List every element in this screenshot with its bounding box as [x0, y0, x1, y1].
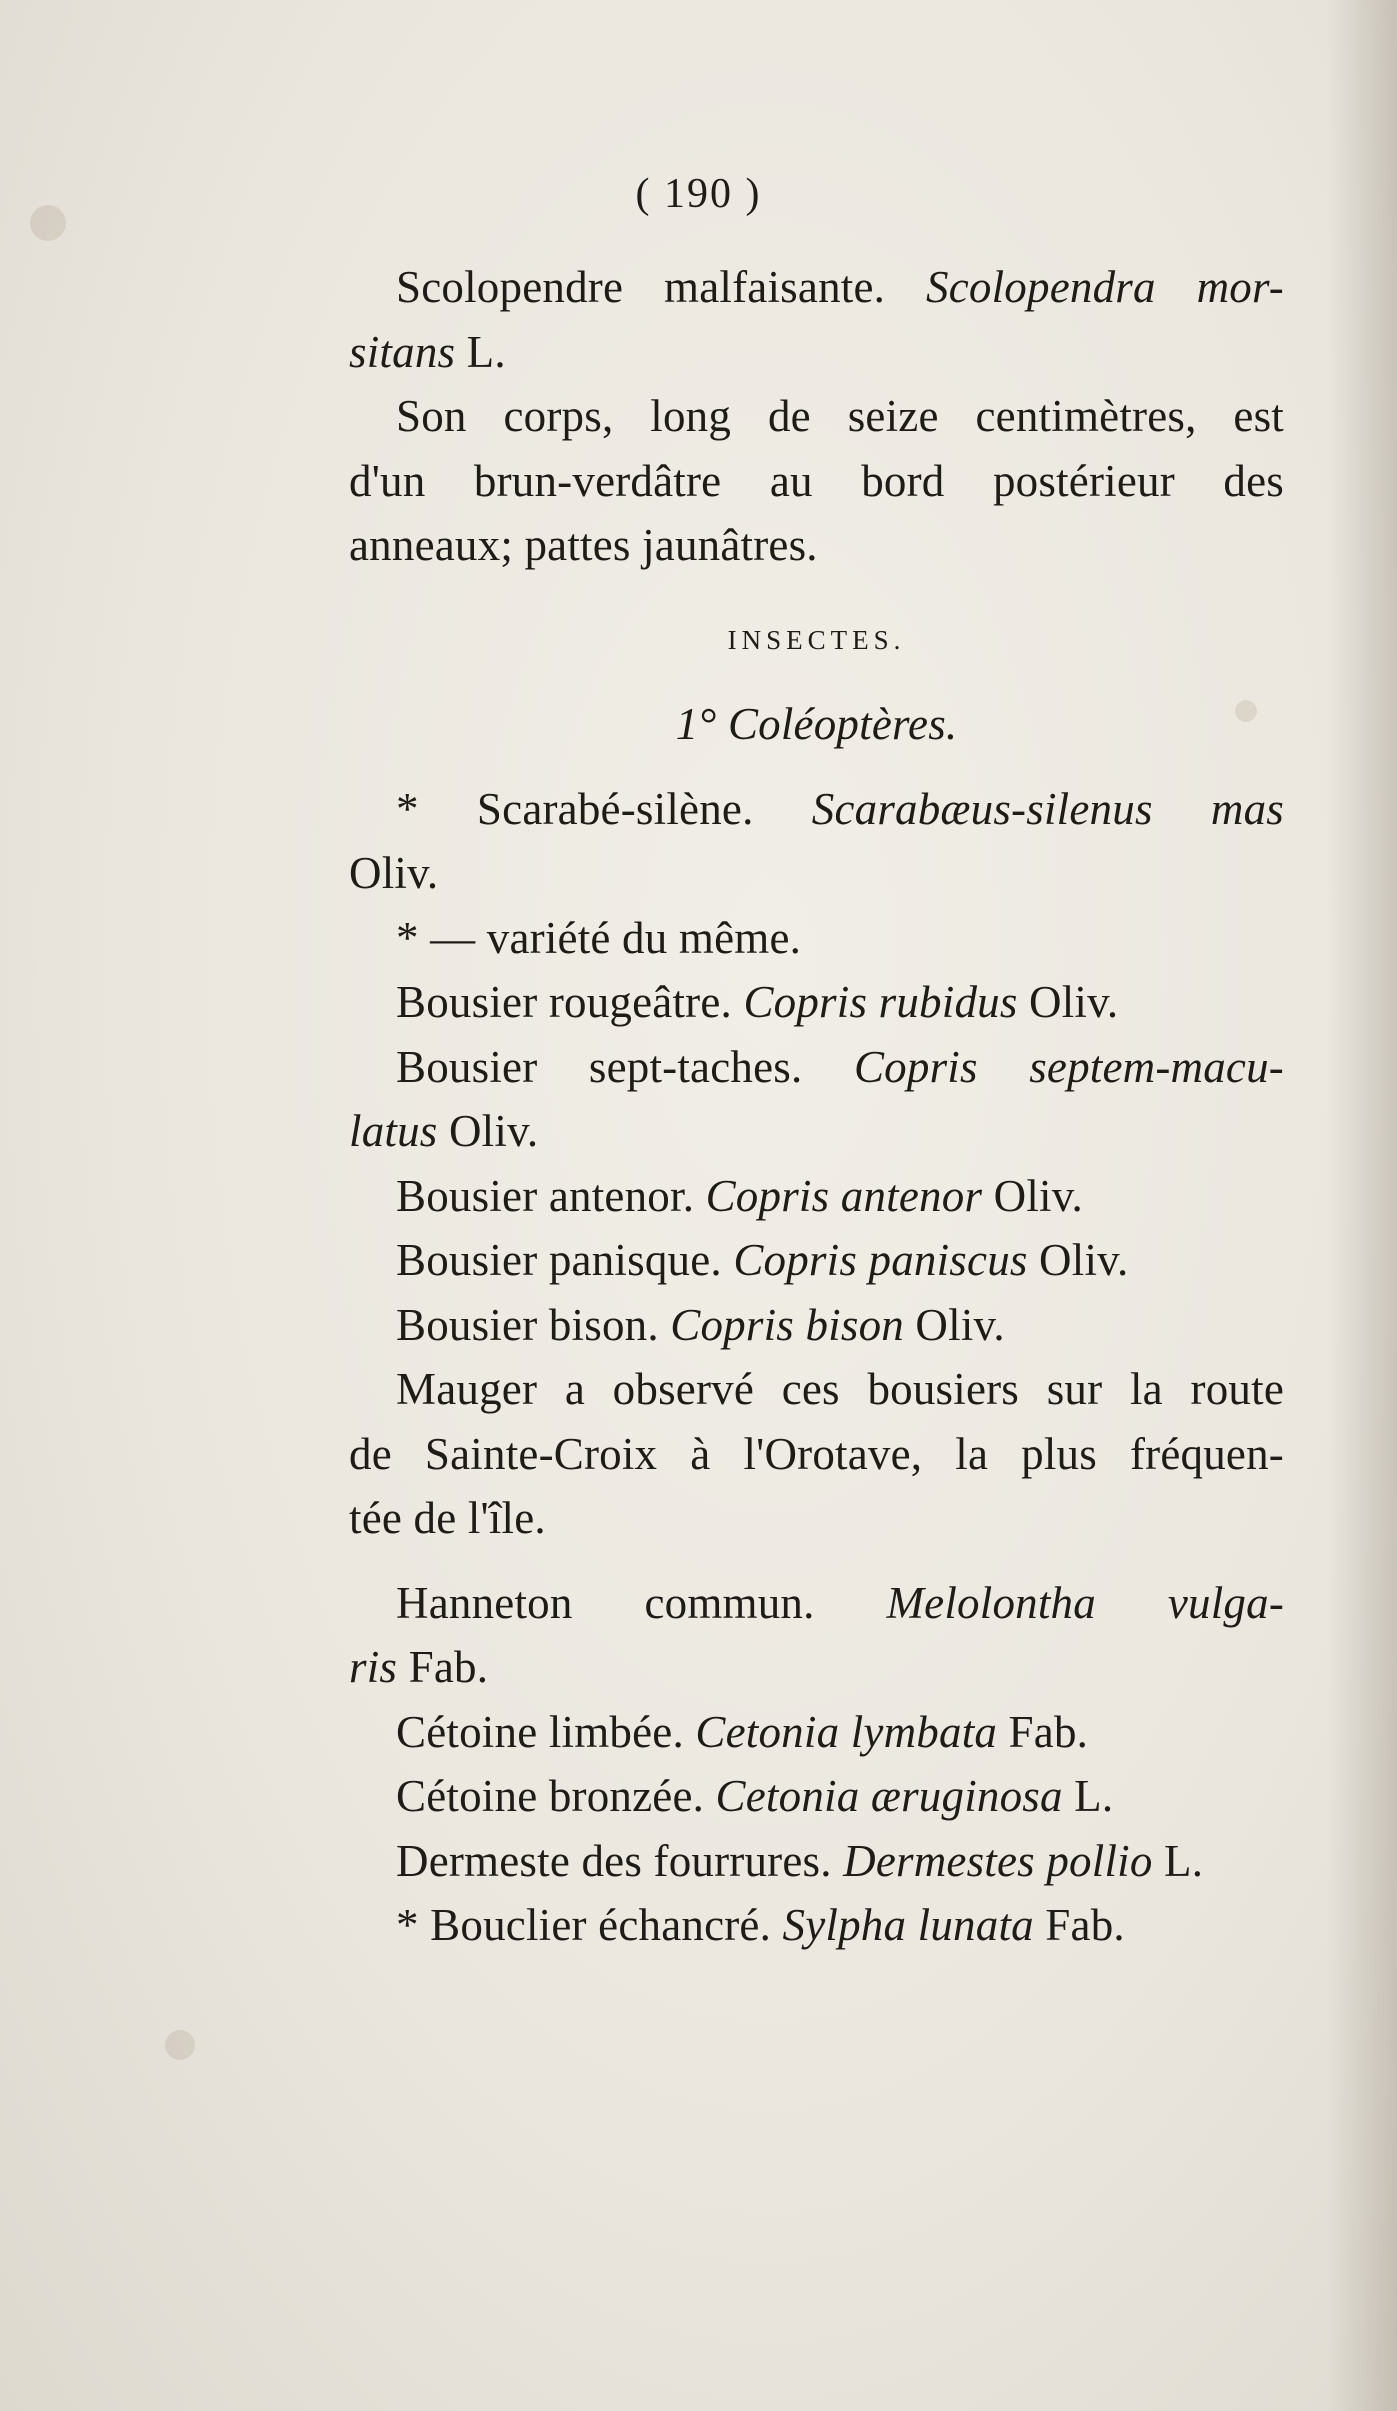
text-line: [349, 255, 1284, 320]
entry-line: [349, 1893, 1284, 1958]
entry-line: [349, 1099, 1284, 1164]
entry-trail: Oliv.: [1027, 1235, 1129, 1285]
entry-line: [349, 1422, 1284, 1487]
entry-lead: * Scarabé-silène.: [396, 783, 812, 834]
entry-italic: Copris bison: [670, 1299, 904, 1350]
entry-line: [349, 906, 1284, 971]
text-plain: Scolopendre malfaisante.: [396, 262, 927, 312]
entry-trail: Oliv.: [437, 1106, 539, 1156]
entry-lead: Oliv.: [349, 848, 439, 898]
entry-line: [349, 1486, 1284, 1551]
entry-trail: Oliv.: [1017, 977, 1119, 1027]
entry-line: [349, 1035, 1284, 1100]
entry-line: [349, 970, 1284, 1035]
entry-lead: Bousier rougeâtre.: [396, 977, 744, 1027]
entry-line: [349, 841, 1284, 906]
entry-trail: Oliv.: [903, 1299, 1005, 1350]
entry-line: [349, 1635, 1284, 1700]
text-plain: L.: [455, 326, 506, 377]
entry-lead: * — variété du même.: [396, 912, 802, 963]
entry-italic: Melolontha vulga-: [886, 1577, 1285, 1628]
subheading: 1° Coléoptères.: [675, 699, 958, 749]
entry-lead: * Bouclier échancré.: [396, 1900, 783, 1950]
entry-italic: latus: [349, 1106, 438, 1156]
entry-lead: Bousier antenor.: [396, 1170, 706, 1221]
text-line: [349, 449, 1284, 514]
entry-lead: tée de l'île.: [349, 1493, 546, 1543]
entry-lead: Bousier sept-taches.: [396, 1041, 854, 1092]
entry-line: [349, 1829, 1284, 1894]
page-body: [349, 150, 1284, 1958]
text-plain: d'un brun-verdâtre au bord postérieur des: [349, 455, 1284, 506]
entry-lead: Mauger a observé ces bousiers sur la route: [396, 1364, 1284, 1414]
page-number: ( 190 ): [635, 171, 762, 217]
text-italic: Scolopendra mor-: [926, 262, 1284, 312]
text-italic: sitans: [349, 326, 456, 377]
entry-line: [349, 1571, 1284, 1636]
section-heading: INSECTES.: [727, 624, 906, 655]
text-line: [349, 320, 1284, 385]
entry-line: [349, 1293, 1284, 1358]
entry-italic: Sylpha lunata: [782, 1900, 1034, 1950]
paper-stain: [165, 2030, 195, 2060]
entry-lead: Bousier bison.: [396, 1299, 671, 1350]
entry-lead: de Sainte-Croix à l'Orotave, la plus fréquen-: [349, 1428, 1284, 1479]
entry-trail: L.: [1062, 1771, 1114, 1821]
entry-italic: Copris antenor: [705, 1170, 983, 1221]
entry-trail: L.: [1152, 1835, 1204, 1886]
entry-italic: ris: [349, 1642, 398, 1692]
text-line: [349, 384, 1284, 449]
entry-lead: Bousier panisque.: [396, 1235, 734, 1285]
entry-lead: Hanneton commun.: [396, 1577, 887, 1628]
entry-lead: Cétoine bronzée.: [396, 1771, 716, 1821]
entry-trail: Oliv.: [982, 1170, 1083, 1221]
entry-line: [349, 777, 1284, 842]
entry-line: [349, 1357, 1284, 1422]
text-line: [349, 513, 1284, 578]
entry-line: [349, 1764, 1284, 1829]
entry-italic: Cetonia lymbata: [695, 1706, 998, 1757]
entry-trail: Fab.: [997, 1706, 1089, 1757]
entry-line: [349, 1164, 1284, 1229]
entry-lead: Cétoine limbée.: [396, 1706, 696, 1757]
entry-italic: Copris paniscus: [733, 1235, 1028, 1285]
entry-italic: Copris rubidus: [743, 977, 1018, 1027]
entry-line: [349, 1700, 1284, 1765]
entry-italic: Dermestes pollio: [843, 1835, 1153, 1886]
text-plain: anneaux; pattes jaunâtres.: [349, 520, 818, 570]
entry-italic: Cetonia æruginosa: [715, 1771, 1063, 1821]
entry-italic: Scarabæus-silenus mas: [811, 783, 1284, 834]
entry-lead: Dermeste des fourrures.: [396, 1835, 844, 1886]
entry-italic: Copris septem-macu-: [853, 1041, 1284, 1092]
entry-trail: Fab.: [1033, 1900, 1125, 1950]
text-plain: Son corps, long de seize centimètres, est: [396, 391, 1284, 441]
entry-trail: Fab.: [397, 1642, 489, 1692]
entry-line: [349, 1228, 1284, 1293]
